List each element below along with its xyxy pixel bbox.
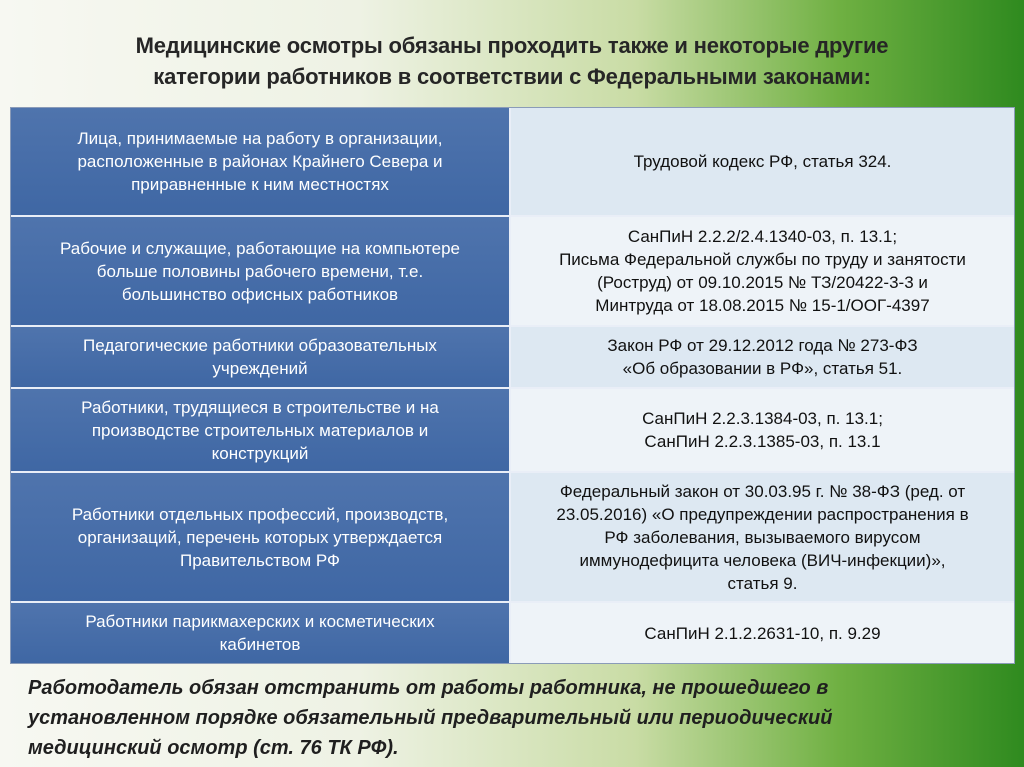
law-reference-cell: СанПиН 2.2.2/2.4.1340-03, п. 13.1; Письма Федеральной службы по труду и занятости (Роструд) от 09.10.2015 № ТЗ/20422-3-3 и Минтруда от 18.08.2015 № 15-1/ООГ-4397 bbox=[511, 217, 1014, 325]
employer-obligation-note: Работодатель обязан отстранить от работы работника, не прошедшего в установленном порядке обязательный предварительный или периодический медицинский осмотр (ст. 76 ТК РФ). bbox=[28, 677, 833, 759]
worker-category-cell: Рабочие и служащие, работающие на компьютере больше половины рабочего времени, т.е. большинство офисных работников bbox=[11, 217, 511, 325]
table-row bbox=[11, 215, 1014, 325]
law-reference-cell: Федеральный закон от 30.03.95 г. № 38-ФЗ (ред. от 23.05.2016) «О предупреждении распространения в РФ заболевания, вызываемого вирусом иммунодефицита человека (ВИЧ-инфекции)», статья 9. bbox=[511, 473, 1014, 601]
law-table bbox=[10, 107, 1015, 664]
table-row bbox=[11, 325, 1014, 387]
worker-category-cell: Педагогические работники образовательных учреждений bbox=[11, 327, 511, 387]
law-reference-cell: СанПиН 2.1.2.2631-10, п. 9.29 bbox=[511, 603, 1014, 663]
worker-category-cell: Работники парикмахерских и косметических кабинетов bbox=[11, 603, 511, 663]
worker-category-cell: Лица, принимаемые на работу в организации, расположенные в районах Крайнего Севера и приравненные к ним местностях bbox=[11, 108, 511, 215]
table-row bbox=[11, 108, 1014, 215]
table-row bbox=[11, 387, 1014, 471]
worker-category-cell: Работники, трудящиеся в строительстве и на производстве строительных материалов и конструкций bbox=[11, 389, 511, 471]
law-reference-cell: Закон РФ от 29.12.2012 года № 273-ФЗ «Об образовании в РФ», статья 51. bbox=[511, 327, 1014, 387]
table-row bbox=[11, 471, 1014, 601]
law-reference-cell: СанПиН 2.2.3.1384-03, п. 13.1; СанПиН 2.2.3.1385-03, п. 13.1 bbox=[511, 389, 1014, 471]
slide-title: Медицинские осмотры обязаны проходить также и некоторые другие категории работников в соответствии с Федеральными законами: bbox=[135, 33, 889, 89]
law-reference-cell: Трудовой кодекс РФ, статья 324. bbox=[511, 108, 1014, 215]
worker-category-cell: Работники отдельных профессий, производств, организаций, перечень которых утверждается Правительством РФ bbox=[11, 473, 511, 601]
table-row bbox=[11, 601, 1014, 663]
